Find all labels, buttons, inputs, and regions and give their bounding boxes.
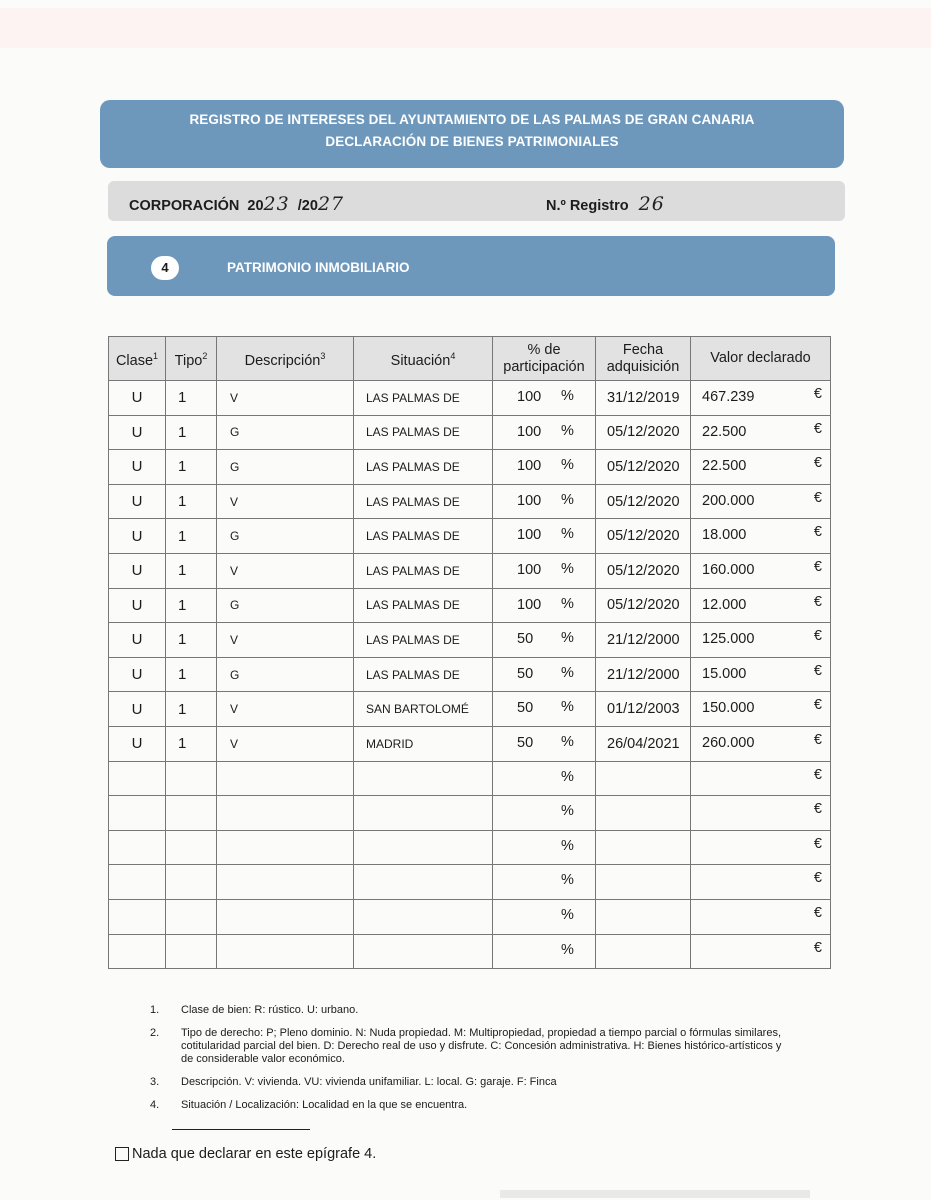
cell-situacion <box>354 830 493 865</box>
cell-participacion: % <box>493 899 596 934</box>
cell-fecha: 21/12/2000 <box>596 623 691 658</box>
cell-situacion: LAS PALMAS DE <box>354 519 493 554</box>
table-row <box>109 553 831 588</box>
cell-tipo <box>166 934 217 969</box>
cell-tipo: 1 <box>166 726 217 761</box>
cell-fecha: 05/12/2020 <box>596 415 691 450</box>
cell-tipo: 1 <box>166 415 217 450</box>
footnote: 4. Situación / Localización: Localidad en la que se encuentra. <box>150 1099 468 1111</box>
cell-situacion: LAS PALMAS DE <box>354 588 493 623</box>
scan-top-strip <box>0 8 931 48</box>
cell-descripcion <box>217 761 354 796</box>
cell-tipo <box>166 899 217 934</box>
cell-clase <box>109 761 166 796</box>
cell-participacion: 50 % <box>493 692 596 727</box>
cell-descripcion: G <box>217 588 354 623</box>
table-row <box>109 830 831 865</box>
cell-participacion: % <box>493 830 596 865</box>
cell-descripcion: G <box>217 657 354 692</box>
footnote: 2. Tipo de derecho: P; Pleno dominio. N: Nuda propiedad. M: Multipropiedad, propiedad a tiempo parcial o fórmulas similares, cotitularidad parcial del bien. D: Derecho real de uso y disfrute. C: Concesión administrativa. H: Bienes histórico-artísticos y de considerable valor económico. <box>150 1027 782 1065</box>
cell-valor: € <box>691 865 831 900</box>
cell-tipo: 1 <box>166 588 217 623</box>
cell-valor: € <box>691 830 831 865</box>
cell-tipo <box>166 796 217 831</box>
table-row <box>109 657 831 692</box>
footnote: 1. Clase de bien: R: rústico. U: urbano. <box>150 1004 359 1016</box>
cell-fecha: 26/04/2021 <box>596 726 691 761</box>
cell-clase: U <box>109 623 166 658</box>
cell-situacion: LAS PALMAS DE <box>354 623 493 658</box>
cell-participacion: 100 % <box>493 553 596 588</box>
scan-bottom-artifact <box>500 1190 810 1198</box>
cell-valor: € <box>691 761 831 796</box>
cell-descripcion <box>217 830 354 865</box>
cell-clase: U <box>109 415 166 450</box>
cell-descripcion <box>217 796 354 831</box>
table-row <box>109 519 831 554</box>
cell-fecha: 21/12/2000 <box>596 657 691 692</box>
cell-participacion: 50 % <box>493 623 596 658</box>
cell-tipo <box>166 830 217 865</box>
cell-participacion: 100 % <box>493 519 596 554</box>
cell-valor: € <box>691 899 831 934</box>
cell-participacion: % <box>493 865 596 900</box>
section-header <box>107 236 835 296</box>
table-row <box>109 588 831 623</box>
cell-participacion: % <box>493 796 596 831</box>
table-row <box>109 381 831 416</box>
cell-valor: 15.000 € <box>691 657 831 692</box>
cell-descripcion: V <box>217 692 354 727</box>
cell-valor: 18.000 € <box>691 519 831 554</box>
cell-fecha: 01/12/2003 <box>596 692 691 727</box>
cell-clase: U <box>109 726 166 761</box>
cell-valor: 260.000 € <box>691 726 831 761</box>
cell-clase: U <box>109 657 166 692</box>
cell-situacion: MADRID <box>354 726 493 761</box>
cell-valor: 467.239 € <box>691 381 831 416</box>
col-header-clase: Clase$^1$ <box>109 337 166 381</box>
year-handwritten-1: 23 <box>263 193 290 215</box>
col-header-tipo: Tipo$^2$ <box>166 337 217 381</box>
cell-valor: € <box>691 796 831 831</box>
cell-clase: U <box>109 553 166 588</box>
table-row <box>109 899 831 934</box>
cell-clase <box>109 796 166 831</box>
col-header-descripcion: Descripción$^3$ <box>217 337 354 381</box>
cell-situacion <box>354 761 493 796</box>
registro-label: N.º Registro <box>546 198 629 214</box>
year-prefix-1: 20 <box>247 198 264 214</box>
table-row <box>109 450 831 485</box>
cell-descripcion: G <box>217 450 354 485</box>
table-row <box>109 484 831 519</box>
cell-tipo: 1 <box>166 657 217 692</box>
cell-participacion: 100 % <box>493 415 596 450</box>
table-row <box>109 623 831 658</box>
cell-fecha <box>596 934 691 969</box>
cell-clase <box>109 899 166 934</box>
year-prefix-2: 20 <box>301 198 318 214</box>
cell-tipo <box>166 865 217 900</box>
footnotes <box>150 1004 790 1122</box>
cell-fecha: 05/12/2020 <box>596 588 691 623</box>
cell-descripcion: V <box>217 381 354 416</box>
table-row <box>109 796 831 831</box>
table-header-row <box>109 337 831 381</box>
col-header-participacion: % de participación <box>493 337 596 381</box>
table-row <box>109 761 831 796</box>
cell-fecha: 05/12/2020 <box>596 450 691 485</box>
cell-clase: U <box>109 588 166 623</box>
col-header-situacion: Situación$^4$ <box>354 337 493 381</box>
cell-clase <box>109 934 166 969</box>
cell-valor: 160.000 € <box>691 553 831 588</box>
cell-situacion: LAS PALMAS DE <box>354 381 493 416</box>
footnote: 3. Descripción. V: vivienda. VU: vivienda unifamiliar. L: local. G: garaje. F: Finca <box>150 1076 557 1088</box>
cell-situacion: LAS PALMAS DE <box>354 450 493 485</box>
patrimonio-table <box>108 336 831 969</box>
cell-tipo: 1 <box>166 484 217 519</box>
cell-clase: U <box>109 519 166 554</box>
cell-tipo: 1 <box>166 553 217 588</box>
cell-clase: U <box>109 450 166 485</box>
header-title: REGISTRO DE INTERESES DEL AYUNTAMIENTO DE LAS PALMAS DE GRAN CANARIA <box>189 112 755 127</box>
cell-situacion: LAS PALMAS DE <box>354 415 493 450</box>
cell-valor: 12.000 € <box>691 588 831 623</box>
cell-fecha <box>596 830 691 865</box>
cell-valor: 125.000 € <box>691 623 831 658</box>
cell-fecha <box>596 796 691 831</box>
section-title: PATRIMONIO INMOBILIARIO <box>227 260 410 275</box>
registro-field <box>546 193 665 215</box>
document-header <box>100 100 844 168</box>
table-row <box>109 865 831 900</box>
cell-descripcion: V <box>217 623 354 658</box>
cell-situacion: LAS PALMAS DE <box>354 553 493 588</box>
cell-fecha <box>596 865 691 900</box>
cell-valor: 200.000 € <box>691 484 831 519</box>
table-row <box>109 415 831 450</box>
col-header-fecha: Fecha adquisición <box>596 337 691 381</box>
cell-descripcion: V <box>217 726 354 761</box>
cell-descripcion: G <box>217 415 354 450</box>
cell-clase: U <box>109 381 166 416</box>
cell-participacion: 100 % <box>493 484 596 519</box>
cell-valor: 22.500 € <box>691 415 831 450</box>
cell-descripcion <box>217 899 354 934</box>
header-subtitle: DECLARACIÓN DE BIENES PATRIMONIALES <box>325 134 619 149</box>
cell-tipo: 1 <box>166 623 217 658</box>
cell-situacion: LAS PALMAS DE <box>354 657 493 692</box>
year-separator: / <box>297 198 302 214</box>
cell-fecha: 05/12/2020 <box>596 519 691 554</box>
cell-situacion: LAS PALMAS DE <box>354 484 493 519</box>
cell-clase <box>109 865 166 900</box>
cell-situacion <box>354 865 493 900</box>
cell-descripcion <box>217 865 354 900</box>
cell-situacion <box>354 796 493 831</box>
registro-value: 26 <box>638 193 665 215</box>
cell-valor: 22.500 € <box>691 450 831 485</box>
cell-valor: € <box>691 934 831 969</box>
cell-tipo: 1 <box>166 381 217 416</box>
nada-que-declarar[interactable] <box>115 1146 376 1162</box>
table-row <box>109 692 831 727</box>
cell-descripcion: V <box>217 484 354 519</box>
corporacion-field <box>129 193 344 215</box>
col-header-valor: Valor declarado <box>691 337 831 381</box>
cell-descripcion: G <box>217 519 354 554</box>
cell-participacion: 100 % <box>493 450 596 485</box>
cell-descripcion <box>217 934 354 969</box>
cell-tipo: 1 <box>166 450 217 485</box>
cell-participacion: 100 % <box>493 588 596 623</box>
cell-clase: U <box>109 484 166 519</box>
cell-valor: 150.000 € <box>691 692 831 727</box>
footnote-divider <box>172 1129 310 1130</box>
cell-participacion: % <box>493 934 596 969</box>
cell-situacion: SAN BARTOLOMÉ <box>354 692 493 727</box>
cell-fecha: 05/12/2020 <box>596 553 691 588</box>
cell-tipo: 1 <box>166 692 217 727</box>
cell-fecha: 05/12/2020 <box>596 484 691 519</box>
cell-situacion <box>354 934 493 969</box>
cell-participacion: % <box>493 761 596 796</box>
corporacion-bar <box>108 181 845 221</box>
cell-fecha: 31/12/2019 <box>596 381 691 416</box>
year-handwritten-2: 27 <box>317 193 345 215</box>
section-number-badge: 4 <box>151 256 179 280</box>
cell-clase: U <box>109 692 166 727</box>
cell-fecha <box>596 761 691 796</box>
cell-situacion <box>354 899 493 934</box>
corporacion-label: CORPORACIÓN <box>129 198 240 214</box>
table-row <box>109 726 831 761</box>
nada-checkbox[interactable] <box>115 1147 129 1161</box>
cell-clase <box>109 830 166 865</box>
cell-tipo: 1 <box>166 519 217 554</box>
cell-fecha <box>596 899 691 934</box>
cell-participacion: 100 % <box>493 381 596 416</box>
nada-label: Nada que declarar en este epígrafe 4. <box>132 1146 377 1162</box>
cell-tipo <box>166 761 217 796</box>
cell-participacion: 50 % <box>493 657 596 692</box>
table-row <box>109 934 831 969</box>
cell-participacion: 50 % <box>493 726 596 761</box>
cell-descripcion: V <box>217 553 354 588</box>
